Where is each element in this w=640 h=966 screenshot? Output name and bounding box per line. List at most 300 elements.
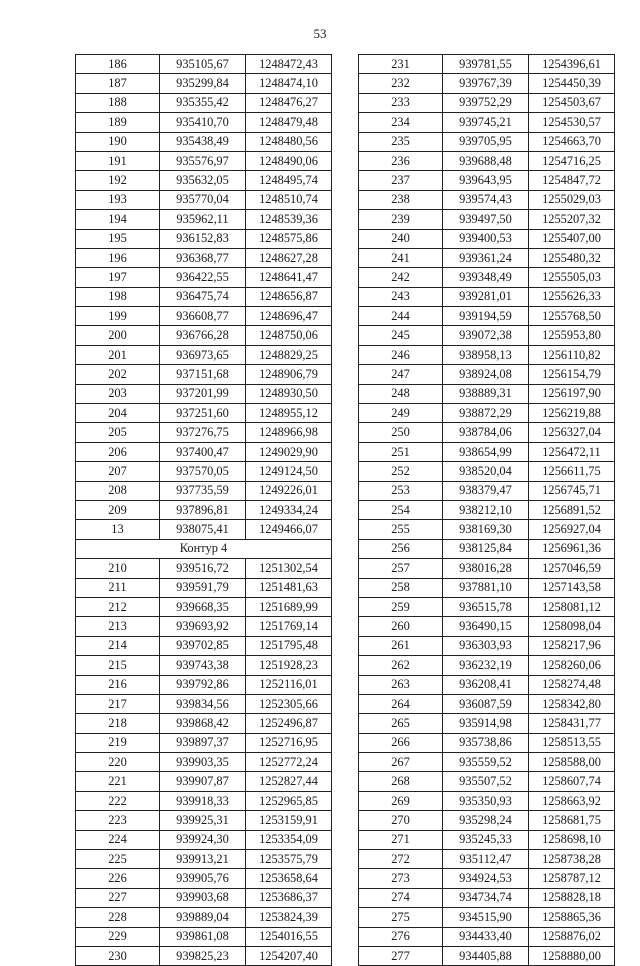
point-number-cell: 211 (76, 578, 160, 597)
point-number-cell: 208 (76, 481, 160, 500)
x-coordinate-cell: 938872,29 (443, 404, 529, 423)
point-number-cell: 251 (359, 442, 443, 461)
point-number-cell: 264 (359, 694, 443, 713)
point-number-cell: 249 (359, 404, 443, 423)
y-coordinate-cell: 1249124,50 (246, 462, 332, 481)
table-row (359, 733, 615, 752)
y-coordinate-cell: 1254207,40 (246, 946, 332, 965)
y-coordinate-cell: 1256154,79 (529, 365, 615, 384)
point-number-cell: 218 (76, 714, 160, 733)
y-coordinate-cell: 1258588,00 (529, 753, 615, 772)
y-coordinate-cell: 1253658,64 (246, 869, 332, 888)
x-coordinate-cell: 939889,04 (160, 908, 246, 927)
y-coordinate-cell: 1248930,50 (246, 384, 332, 403)
table-row (359, 500, 615, 519)
point-number-cell: 231 (359, 55, 443, 74)
point-number-cell: 213 (76, 617, 160, 636)
point-number-cell: 202 (76, 365, 160, 384)
table-row (359, 326, 615, 345)
point-number-cell: 270 (359, 811, 443, 830)
x-coordinate-cell: 939743,38 (160, 656, 246, 675)
x-coordinate-cell: 936766,28 (160, 326, 246, 345)
y-coordinate-cell: 1258098,04 (529, 617, 615, 636)
table-row (76, 656, 332, 675)
table-row (76, 675, 332, 694)
table-row (76, 578, 332, 597)
y-coordinate-cell: 1252772,24 (246, 753, 332, 772)
point-number-cell: 268 (359, 772, 443, 791)
x-coordinate-cell: 938212,10 (443, 500, 529, 519)
x-coordinate-cell: 938125,84 (443, 539, 529, 558)
table-row (76, 869, 332, 888)
table-row (359, 636, 615, 655)
y-coordinate-cell: 1256219,88 (529, 404, 615, 423)
point-number-cell: 198 (76, 287, 160, 306)
table-row (359, 345, 615, 364)
x-coordinate-cell: 936087,59 (443, 694, 529, 713)
x-coordinate-cell: 939072,38 (443, 326, 529, 345)
x-coordinate-cell: 939400,53 (443, 229, 529, 248)
table-row (359, 927, 615, 946)
x-coordinate-cell: 938169,30 (443, 520, 529, 539)
y-coordinate-cell: 1256327,04 (529, 423, 615, 442)
table-row (76, 55, 332, 74)
table-row (359, 714, 615, 733)
table-row (76, 404, 332, 423)
x-coordinate-cell: 938924,08 (443, 365, 529, 384)
point-number-cell: 241 (359, 248, 443, 267)
page-number: 53 (313, 26, 327, 41)
y-coordinate-cell: 1252116,01 (246, 675, 332, 694)
table-row (76, 462, 332, 481)
point-number-cell: 237 (359, 171, 443, 190)
point-number-cell: 190 (76, 132, 160, 151)
point-number-cell: 240 (359, 229, 443, 248)
point-number-cell: 206 (76, 442, 160, 461)
y-coordinate-cell: 1248641,47 (246, 268, 332, 287)
table-row (359, 578, 615, 597)
table-row (76, 268, 332, 287)
point-number-cell: 256 (359, 539, 443, 558)
y-coordinate-cell: 1251928,23 (246, 656, 332, 675)
x-coordinate-cell: 939516,72 (160, 559, 246, 578)
point-number-cell: 199 (76, 307, 160, 326)
x-coordinate-cell: 935105,67 (160, 55, 246, 74)
point-number-cell: 274 (359, 888, 443, 907)
y-coordinate-cell: 1258828,18 (529, 888, 615, 907)
x-coordinate-cell: 939913,21 (160, 850, 246, 869)
y-coordinate-cell: 1254847,72 (529, 171, 615, 190)
x-coordinate-cell: 937896,81 (160, 500, 246, 519)
y-coordinate-cell: 1253686,37 (246, 888, 332, 907)
x-coordinate-cell: 937151,68 (160, 365, 246, 384)
point-number-cell: 13 (76, 520, 160, 539)
point-number-cell: 209 (76, 500, 160, 519)
point-number-cell: 260 (359, 617, 443, 636)
point-number-cell: 192 (76, 171, 160, 190)
y-coordinate-cell: 1255407,00 (529, 229, 615, 248)
left-coordinates-table (75, 54, 332, 966)
y-coordinate-cell: 1248966,98 (246, 423, 332, 442)
table-row (76, 307, 332, 326)
point-number-cell: 200 (76, 326, 160, 345)
point-number-cell: 271 (359, 830, 443, 849)
table-row (76, 946, 332, 965)
y-coordinate-cell: 1248476,27 (246, 93, 332, 112)
table-row (76, 850, 332, 869)
y-coordinate-cell: 1248750,06 (246, 326, 332, 345)
x-coordinate-cell: 936973,65 (160, 345, 246, 364)
point-number-cell: 220 (76, 753, 160, 772)
y-coordinate-cell: 1254503,67 (529, 93, 615, 112)
y-coordinate-cell: 1258513,55 (529, 733, 615, 752)
x-coordinate-cell: 939348,49 (443, 268, 529, 287)
table-row (76, 229, 332, 248)
x-coordinate-cell: 934405,88 (443, 946, 529, 965)
point-number-cell: 242 (359, 268, 443, 287)
y-coordinate-cell: 1258342,80 (529, 694, 615, 713)
x-coordinate-cell: 939918,33 (160, 791, 246, 810)
point-number-cell: 191 (76, 151, 160, 170)
y-coordinate-cell: 1258876,02 (529, 927, 615, 946)
x-coordinate-cell: 936152,83 (160, 229, 246, 248)
x-coordinate-cell: 937570,05 (160, 462, 246, 481)
y-coordinate-cell: 1256961,36 (529, 539, 615, 558)
table-row (76, 423, 332, 442)
table-row (76, 287, 332, 306)
y-coordinate-cell: 1248539,36 (246, 210, 332, 229)
x-coordinate-cell: 939591,79 (160, 578, 246, 597)
table-row (359, 656, 615, 675)
x-coordinate-cell: 935299,84 (160, 74, 246, 93)
table-row (76, 559, 332, 578)
point-number-cell: 252 (359, 462, 443, 481)
table-row (76, 888, 332, 907)
y-coordinate-cell: 1258787,12 (529, 869, 615, 888)
table-row (359, 229, 615, 248)
x-coordinate-cell: 939745,21 (443, 113, 529, 132)
y-coordinate-cell: 1251302,54 (246, 559, 332, 578)
table-row (359, 520, 615, 539)
point-number-cell: 227 (76, 888, 160, 907)
y-coordinate-cell: 1258081,12 (529, 597, 615, 616)
x-coordinate-cell: 935355,42 (160, 93, 246, 112)
table-row (76, 714, 332, 733)
right-coordinates-table (358, 54, 615, 966)
table-row (359, 908, 615, 927)
point-number-cell: 263 (359, 675, 443, 694)
x-coordinate-cell: 939925,31 (160, 811, 246, 830)
point-number-cell: 257 (359, 559, 443, 578)
y-coordinate-cell: 1255953,80 (529, 326, 615, 345)
y-coordinate-cell: 1253575,79 (246, 850, 332, 869)
table-row (76, 442, 332, 461)
x-coordinate-cell: 936303,93 (443, 636, 529, 655)
point-number-cell: 229 (76, 927, 160, 946)
table-row (359, 675, 615, 694)
table-row (359, 539, 615, 558)
y-coordinate-cell: 1251481,63 (246, 578, 332, 597)
y-coordinate-cell: 1252716,95 (246, 733, 332, 752)
y-coordinate-cell: 1258738,28 (529, 850, 615, 869)
table-row (359, 694, 615, 713)
point-number-cell: 243 (359, 287, 443, 306)
y-coordinate-cell: 1258865,36 (529, 908, 615, 927)
x-coordinate-cell: 939781,55 (443, 55, 529, 74)
y-coordinate-cell: 1248495,74 (246, 171, 332, 190)
y-coordinate-cell: 1248479,48 (246, 113, 332, 132)
x-coordinate-cell: 936490,15 (443, 617, 529, 636)
y-coordinate-cell: 1248656,87 (246, 287, 332, 306)
table-row (76, 927, 332, 946)
table-row (359, 93, 615, 112)
point-number-cell: 217 (76, 694, 160, 713)
x-coordinate-cell: 937881,10 (443, 578, 529, 597)
table-row (76, 733, 332, 752)
table-row (76, 74, 332, 93)
y-coordinate-cell: 1258607,74 (529, 772, 615, 791)
x-coordinate-cell: 939668,35 (160, 597, 246, 616)
y-coordinate-cell: 1248490,06 (246, 151, 332, 170)
y-coordinate-cell: 1252305,66 (246, 694, 332, 713)
y-coordinate-cell: 1249029,90 (246, 442, 332, 461)
y-coordinate-cell: 1251769,14 (246, 617, 332, 636)
table-row (359, 481, 615, 500)
point-number-cell: 266 (359, 733, 443, 752)
x-coordinate-cell: 936422,55 (160, 268, 246, 287)
point-number-cell: 215 (76, 656, 160, 675)
y-coordinate-cell: 1258681,75 (529, 811, 615, 830)
point-number-cell: 277 (359, 946, 443, 965)
table-row (76, 830, 332, 849)
table-row (359, 384, 615, 403)
x-coordinate-cell: 939861,08 (160, 927, 246, 946)
table-row (76, 597, 332, 616)
x-coordinate-cell: 939194,59 (443, 307, 529, 326)
y-coordinate-cell: 1253354,09 (246, 830, 332, 849)
x-coordinate-cell: 939905,76 (160, 869, 246, 888)
y-coordinate-cell: 1251689,99 (246, 597, 332, 616)
y-coordinate-cell: 1258431,77 (529, 714, 615, 733)
y-coordinate-cell: 1254396,61 (529, 55, 615, 74)
y-coordinate-cell: 1248472,43 (246, 55, 332, 74)
x-coordinate-cell: 938784,06 (443, 423, 529, 442)
point-number-cell: 272 (359, 850, 443, 869)
x-coordinate-cell: 935410,70 (160, 113, 246, 132)
x-coordinate-cell: 937201,99 (160, 384, 246, 403)
point-number-cell: 221 (76, 772, 160, 791)
table-row (359, 617, 615, 636)
point-number-cell: 186 (76, 55, 160, 74)
point-number-cell: 230 (76, 946, 160, 965)
table-row (76, 171, 332, 190)
x-coordinate-cell: 939752,29 (443, 93, 529, 112)
x-coordinate-cell: 938654,99 (443, 442, 529, 461)
y-coordinate-cell: 1254530,57 (529, 113, 615, 132)
table-row (359, 307, 615, 326)
point-number-cell: 238 (359, 190, 443, 209)
table-row (359, 791, 615, 810)
x-coordinate-cell: 935962,11 (160, 210, 246, 229)
y-coordinate-cell: 1248575,86 (246, 229, 332, 248)
point-number-cell: 194 (76, 210, 160, 229)
table-row (76, 908, 332, 927)
y-coordinate-cell: 1252827,44 (246, 772, 332, 791)
table-row (76, 772, 332, 791)
table-row (76, 132, 332, 151)
point-number-cell: 187 (76, 74, 160, 93)
table-row (359, 772, 615, 791)
table-row (359, 811, 615, 830)
table-row (76, 384, 332, 403)
table-row (76, 481, 332, 500)
x-coordinate-cell: 936232,19 (443, 656, 529, 675)
y-coordinate-cell: 1255626,33 (529, 287, 615, 306)
point-number-cell: 244 (359, 307, 443, 326)
y-coordinate-cell: 1248480,56 (246, 132, 332, 151)
x-coordinate-cell: 939574,43 (443, 190, 529, 209)
point-number-cell: 232 (359, 74, 443, 93)
x-coordinate-cell: 939497,50 (443, 210, 529, 229)
x-coordinate-cell: 939361,24 (443, 248, 529, 267)
point-number-cell: 195 (76, 229, 160, 248)
x-coordinate-cell: 936475,74 (160, 287, 246, 306)
y-coordinate-cell: 1253824,39 (246, 908, 332, 927)
point-number-cell: 234 (359, 113, 443, 132)
y-coordinate-cell: 1249334,24 (246, 500, 332, 519)
y-coordinate-cell: 1255029,03 (529, 190, 615, 209)
table-row (359, 462, 615, 481)
y-coordinate-cell: 1248474,10 (246, 74, 332, 93)
y-coordinate-cell: 1258260,06 (529, 656, 615, 675)
x-coordinate-cell: 936208,41 (443, 675, 529, 694)
table-row (76, 93, 332, 112)
point-number-cell: 196 (76, 248, 160, 267)
table-row (76, 151, 332, 170)
x-coordinate-cell: 935438,49 (160, 132, 246, 151)
point-number-cell: 267 (359, 753, 443, 772)
table-row (76, 326, 332, 345)
point-number-cell: 204 (76, 404, 160, 423)
x-coordinate-cell: 936368,77 (160, 248, 246, 267)
table-row (359, 55, 615, 74)
table-row (359, 888, 615, 907)
x-coordinate-cell: 939705,95 (443, 132, 529, 151)
x-coordinate-cell: 937735,59 (160, 481, 246, 500)
point-number-cell: 247 (359, 365, 443, 384)
table-row (359, 190, 615, 209)
point-number-cell: 188 (76, 93, 160, 112)
x-coordinate-cell: 935245,33 (443, 830, 529, 849)
table-row (76, 791, 332, 810)
y-coordinate-cell: 1258880,00 (529, 946, 615, 965)
y-coordinate-cell: 1257046,59 (529, 559, 615, 578)
point-number-cell: 239 (359, 210, 443, 229)
y-coordinate-cell: 1255480,32 (529, 248, 615, 267)
table-row (76, 210, 332, 229)
y-coordinate-cell: 1254016,55 (246, 927, 332, 946)
y-coordinate-cell: 1255768,50 (529, 307, 615, 326)
point-number-cell: 193 (76, 190, 160, 209)
table-row (76, 500, 332, 519)
x-coordinate-cell: 938075,41 (160, 520, 246, 539)
y-coordinate-cell: 1258217,96 (529, 636, 615, 655)
x-coordinate-cell: 936608,77 (160, 307, 246, 326)
point-number-cell: 197 (76, 268, 160, 287)
table-row (359, 74, 615, 93)
x-coordinate-cell: 939868,42 (160, 714, 246, 733)
table-row (359, 268, 615, 287)
point-number-cell: 273 (359, 869, 443, 888)
point-number-cell: 207 (76, 462, 160, 481)
y-coordinate-cell: 1255505,03 (529, 268, 615, 287)
table-row (359, 365, 615, 384)
table-row (359, 946, 615, 965)
x-coordinate-cell: 939688,48 (443, 151, 529, 170)
point-number-cell: 250 (359, 423, 443, 442)
table-row (76, 753, 332, 772)
table-row (359, 869, 615, 888)
point-number-cell: 253 (359, 481, 443, 500)
y-coordinate-cell: 1257143,58 (529, 578, 615, 597)
y-coordinate-cell: 1258663,92 (529, 791, 615, 810)
x-coordinate-cell: 939792,86 (160, 675, 246, 694)
table-row (359, 423, 615, 442)
point-number-cell: 219 (76, 733, 160, 752)
y-coordinate-cell: 1256472,11 (529, 442, 615, 461)
x-coordinate-cell: 938958,13 (443, 345, 529, 364)
point-number-cell: 265 (359, 714, 443, 733)
x-coordinate-cell: 939702,85 (160, 636, 246, 655)
table-row (359, 559, 615, 578)
x-coordinate-cell: 934924,53 (443, 869, 529, 888)
x-coordinate-cell: 937251,60 (160, 404, 246, 423)
point-number-cell: 205 (76, 423, 160, 442)
x-coordinate-cell: 935770,04 (160, 190, 246, 209)
x-coordinate-cell: 934433,40 (443, 927, 529, 946)
point-number-cell: 225 (76, 850, 160, 869)
point-number-cell: 235 (359, 132, 443, 151)
y-coordinate-cell: 1254716,25 (529, 151, 615, 170)
table-row (359, 753, 615, 772)
point-number-cell: 223 (76, 811, 160, 830)
table-row (359, 404, 615, 423)
table-row (76, 811, 332, 830)
table-row (76, 636, 332, 655)
point-number-cell: 228 (76, 908, 160, 927)
x-coordinate-cell: 935914,98 (443, 714, 529, 733)
x-coordinate-cell: 939897,37 (160, 733, 246, 752)
y-coordinate-cell: 1252496,87 (246, 714, 332, 733)
point-number-cell: 262 (359, 656, 443, 675)
section-title: Контур 4 (76, 539, 332, 558)
table-row (359, 151, 615, 170)
y-coordinate-cell: 1256197,90 (529, 384, 615, 403)
x-coordinate-cell: 935298,24 (443, 811, 529, 830)
right-table-body (359, 55, 615, 966)
table-row (359, 442, 615, 461)
point-number-cell: 246 (359, 345, 443, 364)
x-coordinate-cell: 935738,86 (443, 733, 529, 752)
y-coordinate-cell: 1254450,39 (529, 74, 615, 93)
point-number-cell: 233 (359, 93, 443, 112)
y-coordinate-cell: 1248627,28 (246, 248, 332, 267)
point-number-cell: 276 (359, 927, 443, 946)
point-number-cell: 275 (359, 908, 443, 927)
x-coordinate-cell: 939281,01 (443, 287, 529, 306)
x-coordinate-cell: 939825,23 (160, 946, 246, 965)
y-coordinate-cell: 1253159,91 (246, 811, 332, 830)
